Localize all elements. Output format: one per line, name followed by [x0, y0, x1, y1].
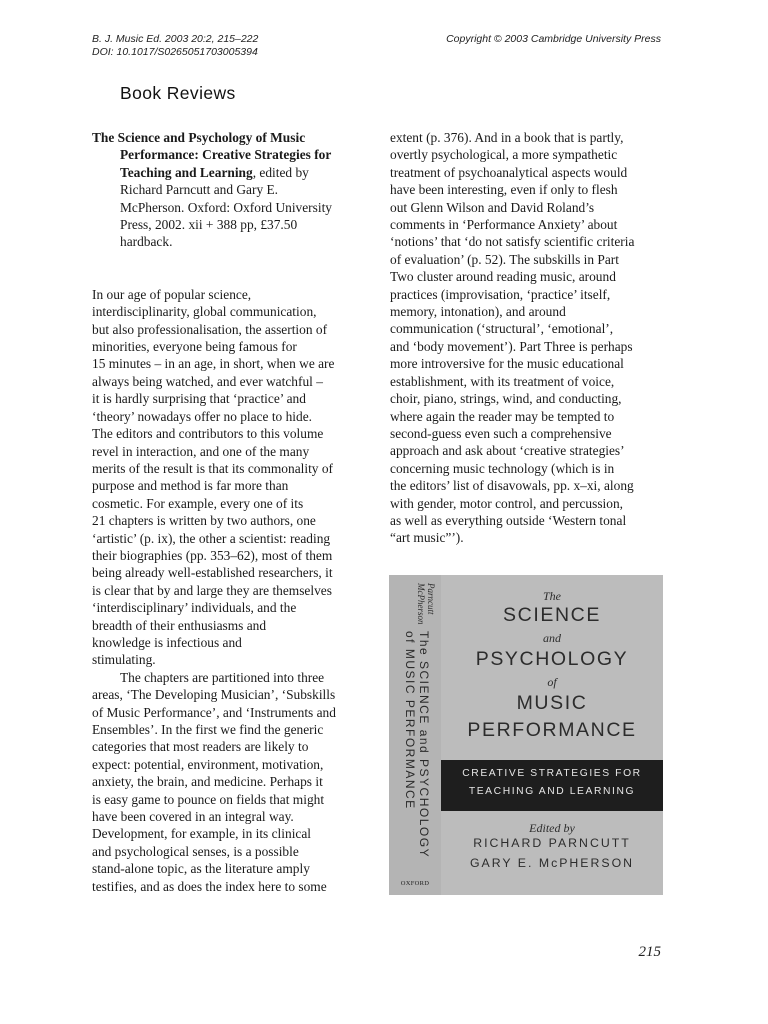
cover-title-and: and: [543, 631, 561, 645]
body-line: with gender, motor control, and percussion,: [390, 495, 624, 511]
cover-title-psychology: PSYCHOLOGY: [475, 648, 629, 670]
body-line: stand-alone topic, as the literature amply: [92, 861, 310, 877]
body-line: second-guess even such a comprehensive: [390, 425, 612, 441]
body-line: 15 minutes – in an age, in short, when we are: [92, 356, 335, 372]
body-line: where again the reader may be tempted to: [390, 408, 615, 424]
cover-title-science: SCIENCE: [503, 604, 601, 626]
body-line: is easy game to pounce on fields that might: [92, 791, 325, 807]
body-line: concerning music technology (which is in: [390, 460, 615, 476]
body-line: areas, ‘The Developing Musician’, ‘Subskills: [92, 687, 336, 703]
cover-title-of: of: [547, 675, 557, 689]
journal-citation-header: [92, 33, 258, 59]
cover-title-performance: PERFORMANCE: [467, 719, 637, 741]
body-line: Two cluster around reading music, around: [390, 269, 616, 285]
body-line: treatment of psychoanalytical aspects would: [390, 164, 628, 180]
body-line: more introversive for the music educational: [390, 356, 624, 372]
doi-line: DOI: 10.1017/S0265051703005394: [92, 46, 258, 58]
body-line: choir, piano, strings, wind, and conducting,: [390, 391, 622, 407]
body-line: ‘interdisciplinary’ individuals, and the: [92, 600, 297, 616]
body-line: In our age of popular science,: [92, 286, 252, 302]
body-line: it is hardly surprising that ‘practice’ and: [92, 391, 306, 407]
spine-title-line-2: of MUSIC PERFORMANCE: [403, 631, 417, 810]
body-line: have been interesting, even if only to flesh: [390, 182, 618, 198]
body-line: overtly psychological, a more sympathetic: [390, 147, 618, 163]
body-line: have been covered in an integral way.: [92, 809, 294, 825]
body-line: their biographies (pp. 353–62), most of them: [92, 547, 333, 563]
body-line: categories that most readers are likely to: [92, 739, 309, 755]
body-line: approach and ask about ‘creative strategies’: [390, 443, 625, 459]
cover-edited-by: Edited by: [529, 821, 575, 835]
body-line: cosmetic. For example, every one of its: [92, 495, 304, 511]
body-line: The editors and contributors to this volume: [92, 426, 324, 442]
body-line: knowledge is infectious and: [92, 634, 242, 650]
review-body-left: [92, 286, 368, 895]
left-column: [92, 129, 368, 895]
citation-line: Richard Parncutt and Gary E.: [120, 182, 279, 198]
body-line: the editors’ list of disavowals, pp. x–xi, along: [390, 478, 634, 494]
book-citation: [92, 129, 368, 251]
spine-title-line-1: The SCIENCE and PSYCHOLOGY: [417, 631, 431, 859]
body-line: of Music Performance’, and ‘Instruments and: [92, 704, 336, 720]
body-line: “art music”’).: [390, 530, 464, 546]
body-line: 21 chapters is written by two authors, one: [92, 513, 316, 529]
body-line: comments in ‘Performance Anxiety’ about: [390, 217, 618, 233]
cover-subtitle-line-1: CREATIVE STRATEGIES FOR: [462, 768, 642, 779]
page-number: 215: [638, 944, 661, 960]
body-line: is clear that by and large they are themselves: [92, 582, 332, 598]
citation-title-line: The Science and Psychology of Music: [92, 130, 306, 145]
copyright-notice: Copyright © 2003 Cambridge University Press: [446, 33, 661, 45]
body-line: establishment, with its treatment of voice,: [390, 373, 615, 389]
body-line: being already well-established researchers, it: [92, 565, 333, 581]
citation-line: Press, 2002. xii + 388 pp, £37.50: [120, 217, 298, 233]
body-line: ‘theory’ nowadays offer no place to hide.: [92, 408, 312, 424]
body-line: The chapters are partitioned into three: [120, 669, 325, 685]
body-line: and ‘body movement’). Part Three is perhaps: [390, 338, 633, 354]
book-spine: [389, 575, 441, 895]
cover-editor-2: GARY E. McPHERSON: [469, 856, 635, 870]
citation-title-line: [92, 164, 368, 181]
body-line: practices (improvisation, ‘practice’ itself,: [390, 286, 611, 302]
body-line: expect: potential, environment, motivation,: [92, 756, 324, 772]
citation-line: hardback.: [120, 234, 173, 250]
cover-title-the: The: [543, 589, 561, 603]
body-line: ‘notions’ that ‘do not satisfy scientific criteria: [390, 234, 635, 250]
body-line: as well as everything outside ‘Western tonal: [390, 512, 627, 528]
body-line: minorities, everyone being famous for: [92, 339, 297, 355]
body-line: anxiety, the brain, and medicine. Perhaps it: [92, 774, 323, 790]
body-line: interdisciplinarity, global communication,: [92, 304, 317, 320]
body-line: ‘artistic’ (p. ix), the other a scientist: reading: [92, 530, 331, 546]
citation-title-line: Performance: Creative Strategies for: [120, 147, 332, 163]
body-line: communication (‘structural’, ‘emotional’,: [390, 321, 614, 337]
citation-line: McPherson. Oxford: Oxford University: [120, 199, 332, 215]
body-line: testifies, and as does the index here to some: [92, 878, 327, 894]
body-line: of evaluation’ (p. 52). The subskills in Part: [390, 251, 619, 267]
journal-reference: B. J. Music Ed. 2003 20:2, 215–222: [92, 33, 259, 45]
spine-title: [403, 631, 431, 858]
spine-text: [392, 581, 440, 895]
spine-author-2: McPherson: [416, 583, 426, 625]
spine-author-1: Parncutt: [426, 583, 436, 615]
section-title: Book Reviews: [120, 83, 236, 103]
body-line: revel in interaction, and one of the many: [92, 443, 310, 459]
body-line: Ensembles’. In the first we find the generic: [92, 722, 324, 737]
body-line: memory, intonation), and around: [390, 304, 566, 320]
body-line: out Glenn Wilson and David Roland’s: [390, 199, 595, 215]
body-line: breadth of their enthusiasms and: [92, 617, 267, 633]
publisher-imprint: OXFORD: [400, 880, 430, 887]
body-line: merits of the result is that its commonality of: [92, 460, 333, 476]
body-line: Development, for example, in its clinical: [92, 826, 312, 842]
cover-subtitle-band: [441, 760, 663, 811]
cover-title-music: MUSIC: [516, 692, 588, 714]
body-line: and psychological senses, is a possible: [92, 843, 299, 859]
cover-subtitle-line-2: TEACHING AND LEARNING: [468, 786, 636, 797]
spine-authors: [416, 583, 436, 625]
cover-editor-1: RICHARD PARNCUTT: [473, 836, 631, 850]
citation-edited-by: , edited by: [252, 164, 309, 180]
right-column: [390, 129, 665, 547]
book-cover-image: [389, 575, 663, 895]
citation-title-end: Teaching and Learning: [120, 164, 253, 180]
body-line: stimulating.: [92, 652, 156, 668]
body-line: always being watched, and ever watchful –: [92, 373, 323, 389]
body-line: extent (p. 376). And in a book that is partly,: [390, 130, 624, 145]
body-line: but also professionalisation, the assertion of: [92, 321, 328, 337]
body-line: purpose and method is far more than: [92, 478, 289, 494]
